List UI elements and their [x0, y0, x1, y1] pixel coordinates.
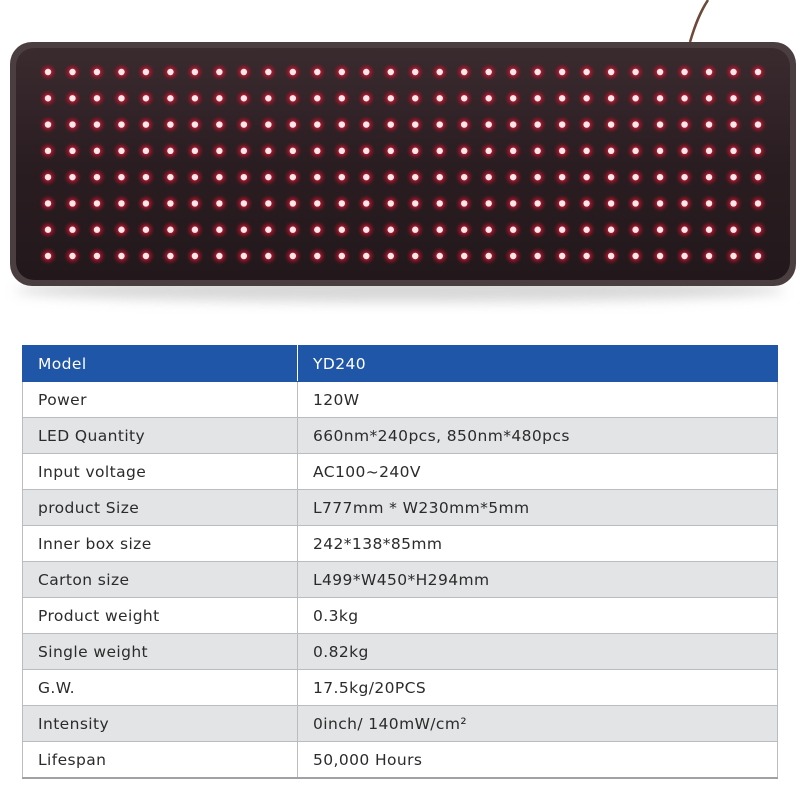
- led-dot: [339, 148, 345, 154]
- led-dot: [534, 121, 540, 127]
- led-dot: [216, 69, 222, 75]
- table-row: [23, 598, 778, 634]
- led-dot: [681, 227, 687, 233]
- led-dot: [657, 69, 663, 75]
- led-dot: [241, 121, 247, 127]
- led-dot: [412, 227, 418, 233]
- led-dot: [730, 253, 736, 259]
- led-dot: [388, 148, 394, 154]
- spec-label-cell: Intensity: [23, 706, 298, 742]
- led-dot: [461, 148, 467, 154]
- led-dot: [559, 253, 565, 259]
- led-dot: [706, 174, 712, 180]
- led-dot: [583, 121, 589, 127]
- led-dot: [94, 227, 100, 233]
- led-dot: [216, 121, 222, 127]
- led-dot: [510, 69, 516, 75]
- led-dot: [388, 121, 394, 127]
- spec-value-cell: 0inch/ 140mW/cm²: [298, 706, 778, 742]
- led-dot: [265, 95, 271, 101]
- spec-value-cell: 0.82kg: [298, 634, 778, 670]
- led-dot: [290, 95, 296, 101]
- led-dot: [192, 200, 198, 206]
- led-dot: [192, 174, 198, 180]
- led-dot: [167, 121, 173, 127]
- led-dot: [755, 95, 761, 101]
- led-dot: [706, 253, 712, 259]
- led-dot: [339, 253, 345, 259]
- led-dot: [437, 200, 443, 206]
- led-dot: [461, 200, 467, 206]
- led-dot: [241, 148, 247, 154]
- led-dot: [485, 227, 491, 233]
- led-dot: [167, 95, 173, 101]
- led-dot: [657, 174, 663, 180]
- led-dot: [363, 253, 369, 259]
- led-dot: [706, 121, 712, 127]
- led-dot: [265, 174, 271, 180]
- led-dot: [755, 148, 761, 154]
- led-dot: [45, 121, 51, 127]
- led-dot: [69, 253, 75, 259]
- spec-table-body: [23, 346, 778, 779]
- led-dot: [339, 174, 345, 180]
- led-dot: [583, 200, 589, 206]
- led-dot: [632, 200, 638, 206]
- led-dot: [363, 200, 369, 206]
- led-dot: [192, 148, 198, 154]
- led-dot: [534, 95, 540, 101]
- led-dot: [216, 95, 222, 101]
- led-dot: [485, 121, 491, 127]
- led-dot: [216, 174, 222, 180]
- led-dot: [69, 95, 75, 101]
- led-dot: [363, 121, 369, 127]
- led-dot: [730, 200, 736, 206]
- led-dot: [608, 227, 614, 233]
- led-dot: [192, 253, 198, 259]
- led-dot: [559, 227, 565, 233]
- led-dot: [94, 200, 100, 206]
- spec-value-cell: L777mm * W230mm*5mm: [298, 490, 778, 526]
- led-dot: [730, 174, 736, 180]
- led-dot: [461, 69, 467, 75]
- led-dot: [192, 95, 198, 101]
- led-dot: [755, 121, 761, 127]
- spec-label-cell: Input voltage: [23, 454, 298, 490]
- led-dot: [388, 253, 394, 259]
- led-dot: [167, 174, 173, 180]
- led-dot: [265, 253, 271, 259]
- pad-body: [16, 48, 790, 280]
- table-row: [23, 454, 778, 490]
- led-dot: [706, 95, 712, 101]
- table-row: [23, 418, 778, 454]
- spec-value-cell: 17.5kg/20PCS: [298, 670, 778, 706]
- led-dot: [241, 95, 247, 101]
- table-row: [23, 526, 778, 562]
- led-dot: [339, 200, 345, 206]
- led-dot: [681, 253, 687, 259]
- led-dot: [583, 148, 589, 154]
- led-dot: [583, 69, 589, 75]
- led-dot: [412, 148, 418, 154]
- led-dot: [69, 148, 75, 154]
- table-row: [23, 490, 778, 526]
- led-dot: [290, 174, 296, 180]
- led-dot: [241, 200, 247, 206]
- led-dot: [559, 174, 565, 180]
- led-dot: [437, 148, 443, 154]
- led-dot: [388, 200, 394, 206]
- spec-label-cell: Lifespan: [23, 742, 298, 779]
- led-dot: [510, 121, 516, 127]
- spec-label-cell: Inner box size: [23, 526, 298, 562]
- table-row: [23, 670, 778, 706]
- led-dot: [730, 95, 736, 101]
- led-dot: [94, 95, 100, 101]
- led-dot: [706, 227, 712, 233]
- led-dot: [388, 227, 394, 233]
- led-dot: [290, 253, 296, 259]
- led-dot: [437, 95, 443, 101]
- spec-label-cell: product Size: [23, 490, 298, 526]
- spec-label-cell: Single weight: [23, 634, 298, 670]
- led-dot: [216, 200, 222, 206]
- led-dot: [657, 148, 663, 154]
- led-dot: [69, 200, 75, 206]
- led-dot: [437, 227, 443, 233]
- led-dot: [167, 69, 173, 75]
- led-dot: [583, 253, 589, 259]
- led-dot: [608, 95, 614, 101]
- led-dot: [118, 200, 124, 206]
- spec-table: [22, 345, 778, 779]
- led-dot: [314, 200, 320, 206]
- led-dot: [143, 148, 149, 154]
- led-dot: [485, 174, 491, 180]
- led-dot: [265, 148, 271, 154]
- led-dot: [143, 253, 149, 259]
- led-dot: [730, 148, 736, 154]
- led-dot: [363, 95, 369, 101]
- led-dot: [412, 121, 418, 127]
- led-dot: [45, 227, 51, 233]
- led-dot: [608, 200, 614, 206]
- led-dot: [290, 148, 296, 154]
- led-dot: [755, 69, 761, 75]
- led-dot: [339, 95, 345, 101]
- spec-label-cell: Power: [23, 382, 298, 418]
- led-dot: [510, 148, 516, 154]
- led-dot: [290, 227, 296, 233]
- led-dot: [363, 174, 369, 180]
- led-dot: [412, 200, 418, 206]
- led-dot: [314, 253, 320, 259]
- led-dot: [314, 227, 320, 233]
- led-dot: [534, 253, 540, 259]
- led-dot: [412, 174, 418, 180]
- led-dot: [143, 95, 149, 101]
- led-dot: [681, 69, 687, 75]
- spec-label-cell: G.W.: [23, 670, 298, 706]
- led-dot: [534, 174, 540, 180]
- led-dot: [485, 95, 491, 101]
- led-dot: [632, 227, 638, 233]
- led-dot: [608, 148, 614, 154]
- led-dot: [45, 174, 51, 180]
- led-dot: [339, 227, 345, 233]
- power-cable: [690, 0, 708, 42]
- table-row: [23, 562, 778, 598]
- led-dot: [45, 148, 51, 154]
- led-dot: [608, 174, 614, 180]
- led-dot: [706, 200, 712, 206]
- led-dot: [241, 227, 247, 233]
- led-dot: [94, 174, 100, 180]
- led-dot: [412, 253, 418, 259]
- led-dot: [681, 174, 687, 180]
- led-dot: [437, 121, 443, 127]
- led-dot: [437, 174, 443, 180]
- led-dot: [657, 200, 663, 206]
- led-dot: [437, 69, 443, 75]
- led-dot: [461, 121, 467, 127]
- led-dot: [290, 200, 296, 206]
- led-dot: [45, 95, 51, 101]
- led-dot: [534, 69, 540, 75]
- led-dot: [559, 69, 565, 75]
- led-dot: [485, 148, 491, 154]
- led-dot: [192, 227, 198, 233]
- led-dot: [485, 253, 491, 259]
- led-dot: [388, 69, 394, 75]
- led-dot: [461, 253, 467, 259]
- led-dot: [730, 121, 736, 127]
- led-dot: [216, 227, 222, 233]
- led-dot: [167, 227, 173, 233]
- led-dot: [706, 69, 712, 75]
- led-dot: [94, 69, 100, 75]
- led-dot: [534, 148, 540, 154]
- led-dot: [143, 227, 149, 233]
- led-dot: [461, 95, 467, 101]
- led-dot: [69, 227, 75, 233]
- led-dot: [265, 227, 271, 233]
- led-dot: [559, 95, 565, 101]
- led-dot: [69, 174, 75, 180]
- spec-value-cell: 0.3kg: [298, 598, 778, 634]
- led-dot: [94, 253, 100, 259]
- table-header-row: [23, 346, 778, 382]
- table-row: [23, 742, 778, 779]
- table-row: [23, 634, 778, 670]
- led-dot: [241, 69, 247, 75]
- led-dot: [632, 148, 638, 154]
- led-dot: [69, 121, 75, 127]
- product-photo: [0, 0, 800, 320]
- led-dot: [559, 200, 565, 206]
- led-dot: [510, 200, 516, 206]
- led-dot: [143, 121, 149, 127]
- led-dot: [510, 174, 516, 180]
- led-dot: [69, 69, 75, 75]
- led-dot: [216, 253, 222, 259]
- led-dot: [730, 227, 736, 233]
- led-dot: [461, 174, 467, 180]
- spec-label-cell: LED Quantity: [23, 418, 298, 454]
- led-dot: [559, 121, 565, 127]
- led-dot: [583, 174, 589, 180]
- led-dot: [45, 253, 51, 259]
- led-dot: [510, 95, 516, 101]
- led-dot: [290, 69, 296, 75]
- led-dot: [755, 200, 761, 206]
- led-dot: [706, 148, 712, 154]
- led-dot: [681, 200, 687, 206]
- led-dot: [339, 69, 345, 75]
- led-dot: [510, 227, 516, 233]
- led-dot: [143, 174, 149, 180]
- led-dot: [632, 253, 638, 259]
- led-dot: [657, 121, 663, 127]
- led-dot: [241, 174, 247, 180]
- led-dot: [730, 69, 736, 75]
- led-dot: [167, 148, 173, 154]
- spec-value-cell: L499*W450*H294mm: [298, 562, 778, 598]
- led-dot: [657, 95, 663, 101]
- led-dot: [437, 253, 443, 259]
- led-dot: [192, 121, 198, 127]
- table-row: [23, 382, 778, 418]
- led-dot: [265, 121, 271, 127]
- led-dot: [118, 121, 124, 127]
- led-dot: [681, 95, 687, 101]
- led-dot: [608, 121, 614, 127]
- led-dot: [118, 95, 124, 101]
- led-dot: [363, 69, 369, 75]
- led-dot: [314, 174, 320, 180]
- table-row: [23, 706, 778, 742]
- led-dot: [583, 227, 589, 233]
- led-dot: [485, 69, 491, 75]
- spec-label-cell: Carton size: [23, 562, 298, 598]
- led-dot: [94, 148, 100, 154]
- led-dot: [632, 69, 638, 75]
- led-dot: [363, 227, 369, 233]
- led-dot: [290, 121, 296, 127]
- led-dot: [485, 200, 491, 206]
- spec-value-cell: AC100~240V: [298, 454, 778, 490]
- led-dot: [143, 69, 149, 75]
- led-dot: [681, 121, 687, 127]
- led-dot: [143, 200, 149, 206]
- led-dot: [167, 200, 173, 206]
- led-dot: [412, 95, 418, 101]
- led-dot: [265, 200, 271, 206]
- led-dot: [632, 121, 638, 127]
- led-dot: [167, 253, 173, 259]
- led-dot: [118, 227, 124, 233]
- led-dot: [755, 253, 761, 259]
- led-dot: [461, 227, 467, 233]
- spec-value-cell: 120W: [298, 382, 778, 418]
- led-dot: [657, 253, 663, 259]
- spec-label-cell: Product weight: [23, 598, 298, 634]
- led-dot: [118, 174, 124, 180]
- led-dot: [510, 253, 516, 259]
- header-value-cell: YD240: [298, 346, 778, 382]
- led-dot: [559, 148, 565, 154]
- header-label-cell: Model: [23, 346, 298, 382]
- led-dot: [216, 148, 222, 154]
- spec-value-cell: 242*138*85mm: [298, 526, 778, 562]
- led-dot: [314, 148, 320, 154]
- led-dot: [388, 95, 394, 101]
- led-dot: [118, 69, 124, 75]
- led-dot: [241, 253, 247, 259]
- led-dot: [632, 95, 638, 101]
- led-dot: [657, 227, 663, 233]
- led-dot: [534, 227, 540, 233]
- led-dot: [755, 227, 761, 233]
- led-dot: [314, 95, 320, 101]
- led-dot: [608, 253, 614, 259]
- led-dot: [534, 200, 540, 206]
- led-dot: [265, 69, 271, 75]
- led-dot: [632, 174, 638, 180]
- led-dot: [681, 148, 687, 154]
- led-dot: [314, 121, 320, 127]
- led-dot: [388, 174, 394, 180]
- led-dot: [192, 69, 198, 75]
- led-dot: [314, 69, 320, 75]
- led-dot: [45, 200, 51, 206]
- led-dot: [583, 95, 589, 101]
- spec-value-cell: 660nm*240pcs, 850nm*480pcs: [298, 418, 778, 454]
- led-dot: [363, 148, 369, 154]
- led-dot: [339, 121, 345, 127]
- led-dot: [94, 121, 100, 127]
- led-dot: [608, 69, 614, 75]
- led-dot: [755, 174, 761, 180]
- led-dot: [118, 253, 124, 259]
- led-dot: [45, 69, 51, 75]
- led-dot: [118, 148, 124, 154]
- led-dot: [412, 69, 418, 75]
- spec-value-cell: 50,000 Hours: [298, 742, 778, 779]
